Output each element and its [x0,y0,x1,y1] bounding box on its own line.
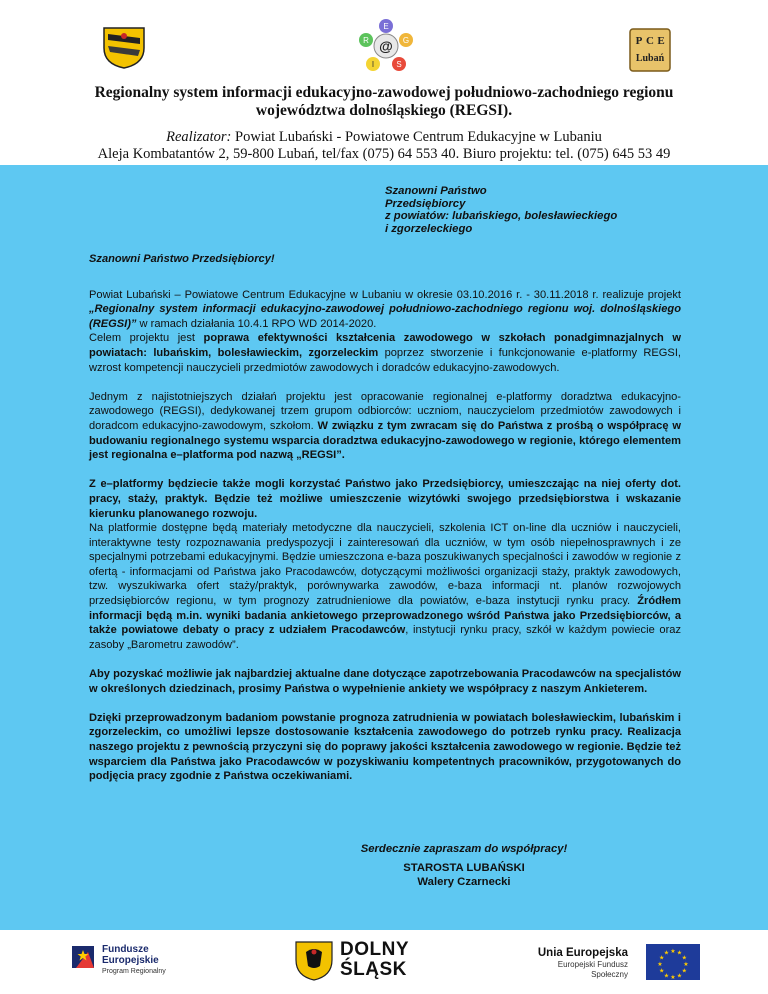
paragraph-1-goal: Celem projektu jest poprawa efektywności kształcenia zawodowego w szkołach ponadgimnazjalnych w powiatach: lubańskim, bolesławieckim, zgorzeleckim poprzez stworzenie i funkcjonowanie e-platformy REGSI, wzrost kompetencji nauczycieli przedmiotów zawodowych i doradców edukacyjno-zawodowych. [89,332,681,374]
regsi-letter-i: I [371,60,375,69]
svg-text:★: ★ [663,949,670,957]
salutation: Szanowni Państwo Przedsiębiorcy! [89,253,275,265]
addressee-line-3: z powiatów: lubańskiego, bolesławieckiego [385,210,618,222]
svg-text:★: ★ [676,972,683,980]
svg-text:★: ★ [663,972,670,980]
coat-of-arms-logo [100,24,148,70]
fe-star-icon [70,942,100,972]
paragraph-4: Aby pozyskać możliwie jak najbardziej aktualne dane dotyczące zapotrzebowania Pracodawców na specjalistów w określonych dziedzinach, prosimy Państwa o wypełnienie ankiety we współpracy z naszym Ankieterem. [89,668,681,695]
footer-logos [0,930,768,994]
regsi-logo [353,18,419,74]
paragraph-1: Powiat Lubański – Powiatowe Centrum Edukacyjne w Lubaniu w okresie 03.10.2016 r. - 30.11.2018 r. realizuje projekt „Regionalny system informacji edukacyjno-zawodowej południowo-zachodniego regionu woj. dolnośląskiego (REGSI)” w ramach działania 10.4.1 RPO WD 2014-2020. [89,288,681,330]
paragraph-2: Jednym z najistotniejszych działań projektu jest opracowanie regionalnej e-platformy doradztwa edukacyjno-zawodowego (REGSI), dedykowanej trzem grupom odbiorców: uczniom, nauczycielom przedmiotów zawodowych i doradcom edukacyjno-zawodowym, szkołom. W związku z tym zwracam się do Państwa z prośbą o współpracę w budowaniu regionalnego systemu wsparcia doradztwa edukacyjno-zawodowego w regionie, którego elementem jest regionalna e–platforma pod nazwą „REGSI”. [89,390,681,462]
ue-title: Unia Europejska [537,947,628,959]
regsi-letter-e: E [383,22,389,31]
svg-text:★: ★ [670,948,676,955]
fundusze-europejskie-logo [70,942,170,982]
addressee-line-4: i zgorzeleckiego [385,222,473,235]
paragraph-3-platform: Na platformie dostępne będą materiały metodyczne dla nauczycieli, szkolenia ICT on-line dla uczniów i nauczycieli, interaktywne testy rozpoznawania predyspozycji i zainteresowań dla uczniów, w tym osób niepełnosprawnych i ze specjalnymi potrzebami edukacyjnymi. Będzie umieszczona e-baza poszukiwanych specjalności i zawodów w regionie z ofertą - informacjami od Państwa jako Pracodawców, dotyczącymi możliwości organizacji staży, praktyk zawodowych, tzw. wyszukiwarka ofert staży/praktyk, porównywarka zawodów, e-baza informacji nt. planów rozwojowych przedsiębiorców regionu, w tym prognozy zatrudnieniowe dla powiatów, e-baza instytucji rynku pracy. Źródłem informacji będą m.in. wyniki badania ankietowego przeprowadzonego wśród Państwa jako Przedsiębiorców, a także powiatowe debaty o pracy z udziałem Pracodawców, instytucji rynku pracy, szkół w każdym powiecie oraz zasoby „Barometru zawodów”. [89,522,681,651]
eu-flag-icon [646,944,700,980]
svg-text:★: ★ [681,954,687,962]
title-line-1: Regionalny system informacji edukacyjno-zawodowej południowo-zachodniego regionu [94,84,674,101]
pce-luban-logo [626,27,674,73]
fe-line-3: Program Regionalny [102,968,166,975]
closing-block [0,842,768,889]
regsi-letter-s: S [396,60,402,69]
dolny-slask-logo [292,938,422,984]
realizator-label: Realizator: [166,129,232,145]
svg-text:★: ★ [659,954,665,962]
title-line-2: województwa dolnośląskiego (REGSI). [255,102,513,119]
document-title [0,84,768,120]
addressee-line-2: Przedsiębiorcy [385,197,466,210]
realizator-text: Powiat Lubański - Powiatowe Centrum Edukacyjne w Lubaniu [231,129,602,145]
paragraph-5: Dzięki przeprowadzonym badaniom powstanie prognoza zatrudnienia w powiatach bolesławieckim, lubańskim i zgorzeleckim, co umożliwi lepsze dostosowanie kształcenia zawodowego do potrzeb rynku pracy. Realizacja naszego projektu z pewnością przyczyni się do poprawy jakości kształcenia zawodowego w regionie. Będzie też wsparciem dla Państwa jako Pracodawców w pozyskiwaniu kompetentnych pracowników, przygotowanych do podjęcia pracy zgodnie z Państwa oczekiwaniami. [89,711,681,783]
signatory-name: Walery Czarnecki [417,876,511,888]
unia-europejska-logo [528,944,703,980]
letterhead [0,0,768,165]
svg-text:★: ★ [676,949,683,957]
svg-text:C: C [646,35,654,47]
realizator-line [0,129,768,146]
signatory-title: STAROSTA LUBAŃSKI [403,862,525,874]
ue-subtitle: Europejski Fundusz Społeczny [557,960,628,979]
addressee-block [385,185,617,235]
svg-text:Lubań: Lubań [635,53,665,64]
regsi-letter-r: R [363,36,369,45]
dolny-slask-eagle-icon [292,938,336,982]
svg-text:P: P [635,35,643,47]
ds-line-2: ŚLĄSK [340,959,407,980]
letter-text [89,252,681,798]
paragraph-3: Z e–platformy będziecie także mogli korzystać Państwo jako Przedsiębiorcy, umieszczając na niej oferty dot. pracy, staży, praktyk. Będzie też możliwe umieszczenie wizytówki swojego przedsiębiorstwa i wskazanie kierunku planowanego rozwoju. [89,478,681,520]
addressee-line-1: Szanowni Państwo [385,185,487,197]
fe-line-2: Europejskie [102,955,159,966]
svg-text:★: ★ [659,967,665,975]
svg-text:★: ★ [681,967,687,975]
letter-body-panel [0,165,768,930]
realizator-block [0,129,768,163]
svg-text:★: ★ [670,974,676,980]
svg-text:★: ★ [657,961,663,968]
regsi-letter-g: G [402,36,410,45]
closing-greeting: Serdecznie zapraszam do współpracy! [360,843,568,855]
regsi-letter-at: @ [379,38,393,54]
address-line: Aleja Kombatantów 2, 59-800 Lubań, tel/fax (075) 64 553 40. Biuro projektu: tel. (075) 645 53 49 [97,146,671,162]
svg-text:E: E [657,35,665,47]
ds-line-1: DOLNY [340,939,409,960]
fe-line-1: Fundusze [102,944,149,955]
svg-text:★: ★ [683,961,689,968]
